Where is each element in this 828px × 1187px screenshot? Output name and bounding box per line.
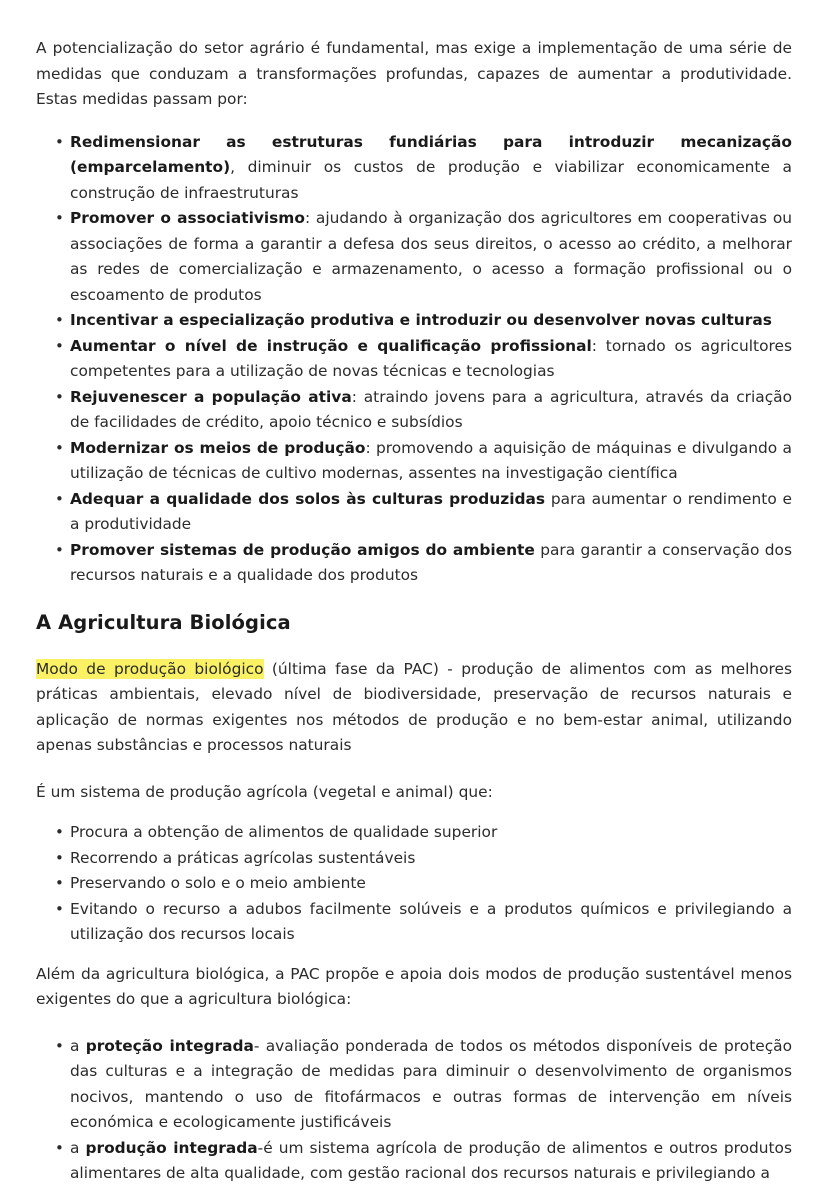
list-item-bold: Promover sistemas de produção amigos do ambiente bbox=[70, 540, 535, 559]
measures-list bbox=[36, 130, 792, 589]
modes-list bbox=[36, 1034, 792, 1187]
spacer bbox=[36, 589, 792, 609]
section-heading: A Agricultura Biológica bbox=[36, 610, 291, 634]
list-item-bold: Rejuvenescer a população ativa bbox=[70, 387, 352, 406]
list-item bbox=[36, 1034, 792, 1136]
list-item-bold: proteção integrada bbox=[85, 1036, 254, 1055]
list-item-text: para garantir a conservação dos recursos naturais e a qualidade dos produtos bbox=[70, 540, 792, 584]
list-item-bold: Modernizar os meios de produção bbox=[70, 438, 366, 457]
spacer bbox=[36, 812, 792, 820]
system-intro-paragraph: É um sistema de produção agrícola (vegetal e animal) que: bbox=[36, 782, 493, 801]
list-item-bold: Adequar a qualidade dos solos às culturas produzidas bbox=[70, 489, 546, 508]
list-item bbox=[36, 308, 792, 334]
definition-paragraph bbox=[36, 657, 792, 759]
spacer bbox=[36, 766, 792, 780]
list-item-bold: Promover o associativismo bbox=[70, 209, 305, 227]
list-item bbox=[36, 206, 792, 308]
list-item-bold: produção integrada bbox=[85, 1138, 258, 1157]
system-list bbox=[36, 820, 792, 948]
definition-text: (última fase da PAC) - produção de alimentos com as melhores práticas ambientais, elevado nível de biodiversidade, preservação de recursos naturais e aplicação de normas exigentes nos métodos de produção e no bem-estar animal, utilizando apenas substâncias e processos naturais bbox=[36, 659, 792, 754]
intro-paragraph: A potencialização do setor agrário é fundamental, mas exige a implementação de uma série de medidas que conduzam a transformações profundas, capazes de aumentar a produtividade. Estas medidas passam por: bbox=[36, 39, 792, 108]
list-item-text: : promovendo a aquisição de máquinas e divulgando a utilização de técnicas de cultivo modernas, assentes na investigação científica bbox=[70, 438, 792, 482]
spacer bbox=[36, 1020, 792, 1034]
list-item-bold: Incentivar a especialização produtiva e introduzir ou desenvolver novas culturas bbox=[70, 311, 772, 329]
list-item bbox=[36, 1136, 792, 1187]
list-item-bold: Aumentar o nível de instrução e qualificação profissional bbox=[70, 336, 592, 355]
list-item-text: -é um sistema agrícola de produção de alimentos e outros produtos alimentares de alta qualidade, com gestão racional dos recursos naturais e privilegiando a bbox=[70, 1138, 792, 1182]
list-item-bold: Redimensionar as estruturas fundiárias para introduzir mecanização (emparcelamento) bbox=[70, 132, 792, 176]
list-item bbox=[36, 334, 792, 385]
list-item bbox=[36, 385, 792, 436]
list-item bbox=[36, 487, 792, 538]
list-item bbox=[36, 130, 792, 207]
list-item-text: : ajudando à organização dos agricultores em cooperativas ou associações de forma a garantir a defesa dos seus direitos, o acesso ao crédito, a melhorar as redes de comercialização e armazenamento, o acesso a formação profissional ou o escoamento de produtos bbox=[70, 209, 793, 304]
list-item: • Evitando o recurso a adubos facilmente solúveis e a produtos químicos e privilegiando a utilização dos recursos locais bbox=[36, 897, 792, 948]
list-item-text: - avaliação ponderada de todos os métodos disponíveis de proteção das culturas e a integração de medidas para diminuir o desenvolvimento de organismos nocivos, mantendo o uso de fitofármacos e outras formas de intervenção em níveis económica e ecologicamente justificáveis bbox=[70, 1036, 793, 1131]
list-item-text: , diminuir os custos de produção e viabilizar economicamente a construção de infraestruturas bbox=[70, 158, 792, 202]
list-item-text: : atraindo jovens para a agricultura, através da criação de facilidades de crédito, apoio técnico e subsídios bbox=[70, 387, 793, 431]
list-item-text: : tornado os agricultores competentes para a utilização de novas técnicas e tecnologias bbox=[70, 336, 792, 380]
list-item-text: para aumentar o rendimento e a produtividade bbox=[70, 489, 792, 533]
spacer bbox=[36, 948, 792, 962]
list-item-lead: a bbox=[70, 1036, 86, 1055]
list-item: • Preservando o solo e o meio ambiente bbox=[36, 871, 792, 897]
list-item: • Procura a obtenção de alimentos de qualidade superior bbox=[36, 820, 792, 846]
list-item bbox=[36, 538, 792, 589]
spacer bbox=[36, 120, 792, 130]
pac-paragraph: Além da agricultura biológica, a PAC propõe e apoia dois modos de produção sustentável menos exigentes do que a agricultura biológica: bbox=[36, 964, 792, 1008]
spacer bbox=[36, 637, 792, 657]
list-item bbox=[36, 436, 792, 487]
list-item: • Recorrendo a práticas agrícolas sustentáveis bbox=[36, 846, 792, 872]
list-item-lead: a bbox=[70, 1138, 86, 1157]
highlighted-term: Modo de produção biológico bbox=[36, 659, 264, 678]
